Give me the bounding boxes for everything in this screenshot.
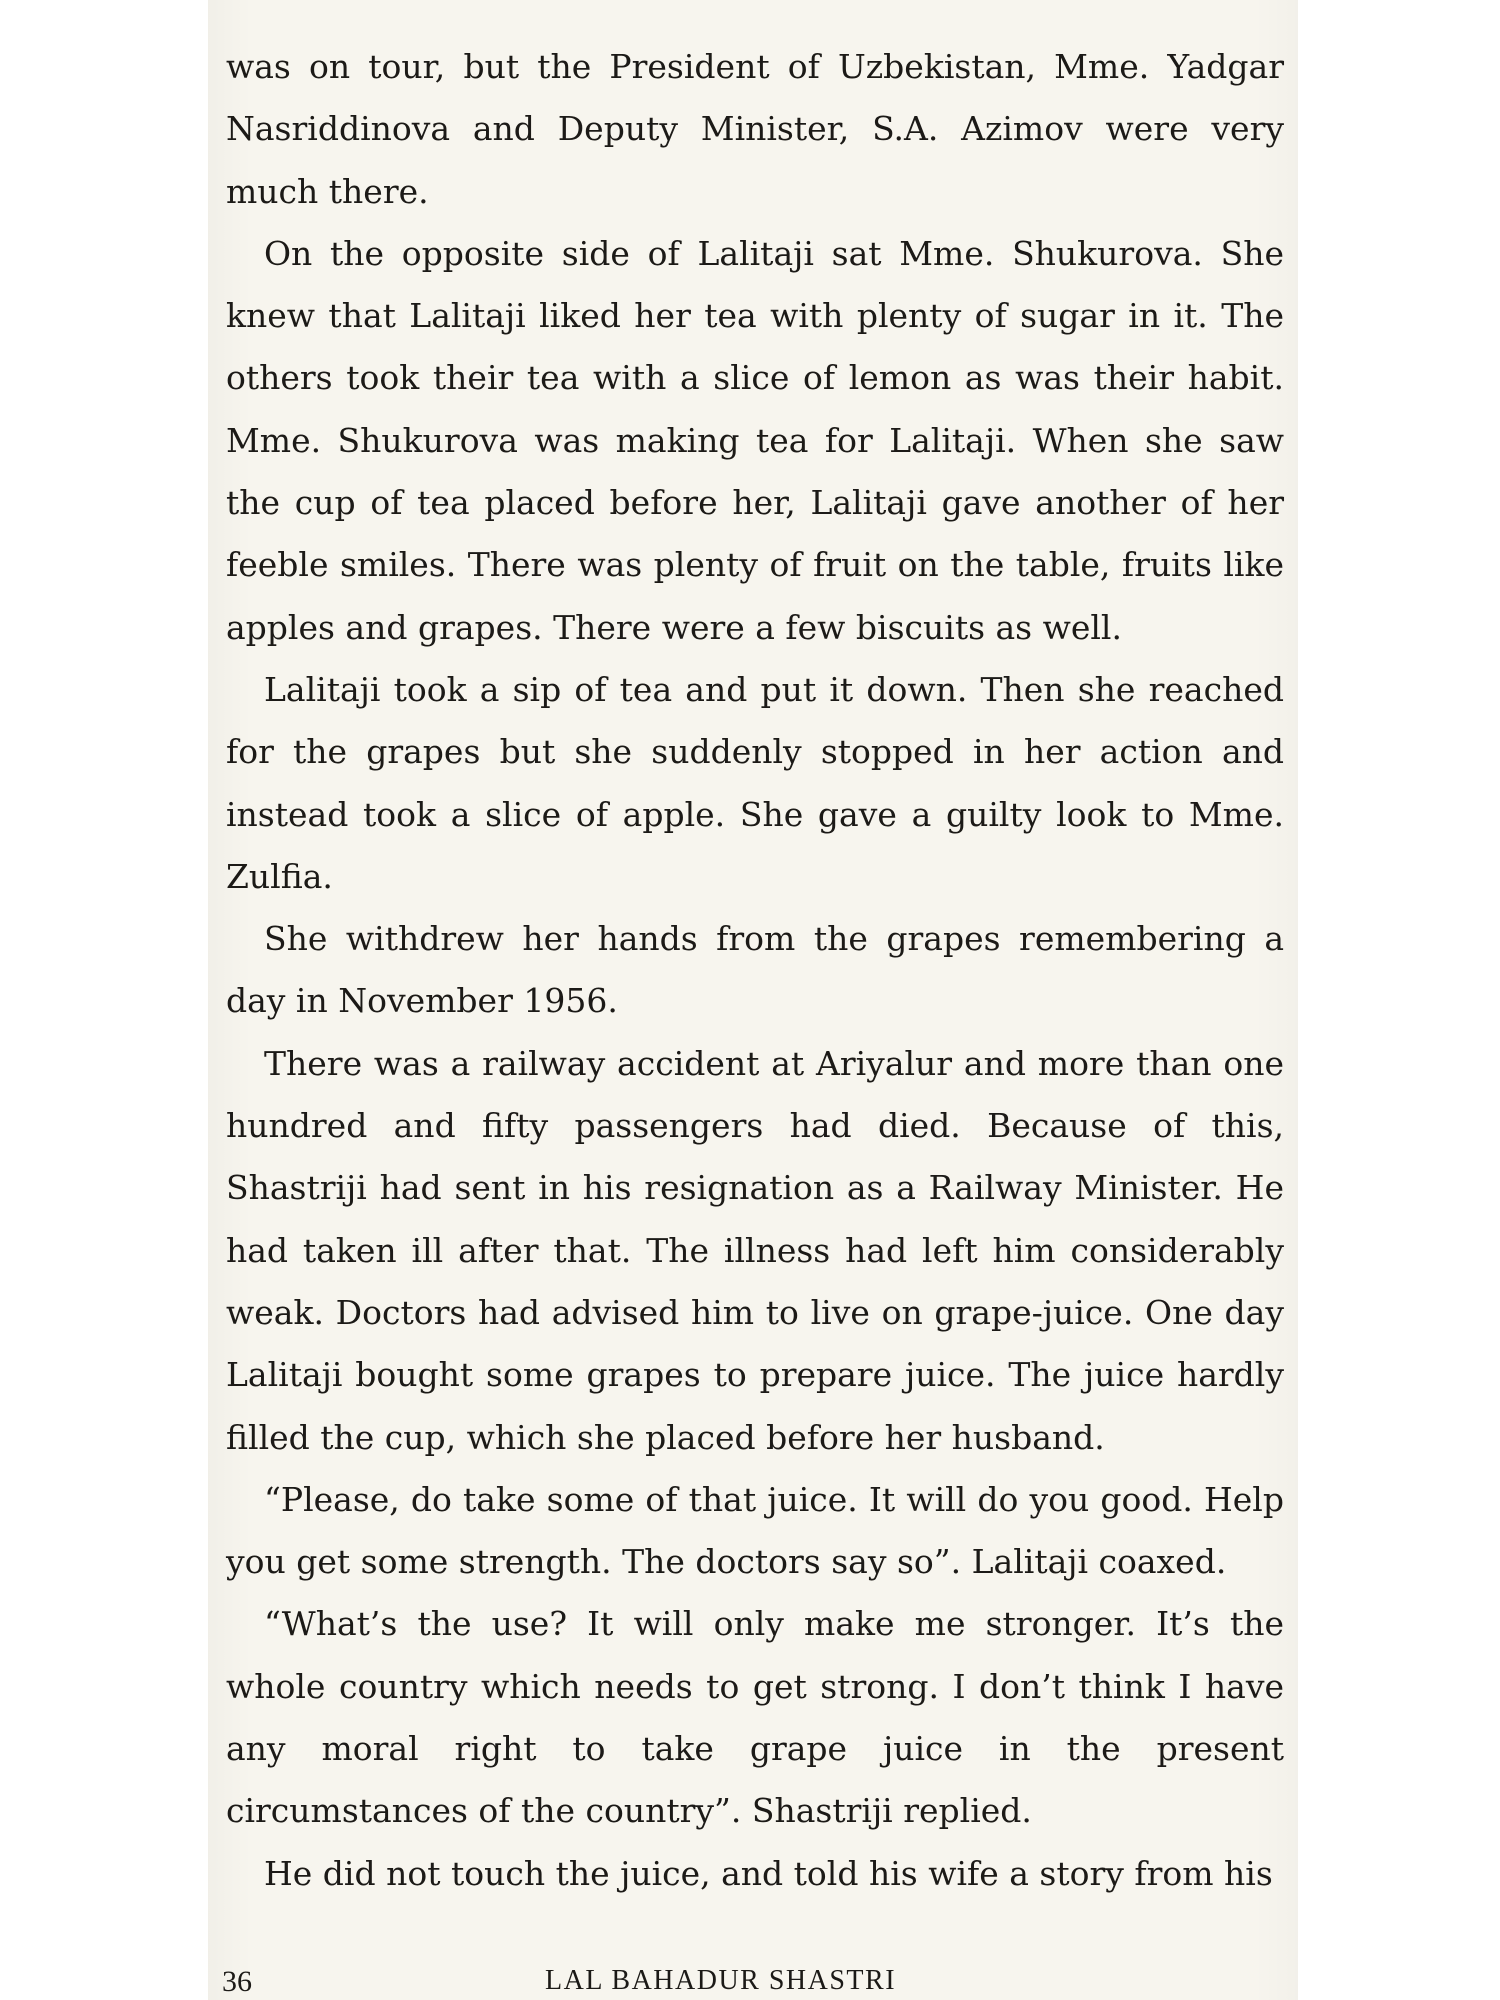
body-text bbox=[226, 36, 1284, 1905]
paragraph-sip-of-tea: Lalitaji took a sip of tea and put it down. Then she reached for the grapes but she suddenly stopped in her action and instead took a slice of apple. She gave a guilty look to Mme. Zulfia. bbox=[226, 669, 1284, 896]
paragraph-lalitaji-coaxed: “Please, do take some of that juice. It will do you good. Help you get some strength. The doctors say so”. Lalitaji coaxed. bbox=[226, 1479, 1284, 1582]
running-title: LAL BAHADUR SHASTRI bbox=[545, 1965, 897, 1996]
paragraph-story: He did not touch the juice, and told his wife a story from his bbox=[264, 1853, 1273, 1893]
page-number: 36 bbox=[222, 1965, 252, 1998]
paragraph-continuation: was on tour, but the President of Uzbekistan, Mme. Yadgar Nasriddinova and Deputy Minister, S.A. Azimov were very much there. bbox=[226, 47, 1284, 211]
paragraph-shastriji-replied: “What’s the use? It will only make me stronger. It’s the whole country which needs to get strong. I don’t think I have any moral right to take grape juice in the present circumstances of the country”. Shastriji replied. bbox=[226, 1604, 1284, 1831]
paragraph-tea-table: On the opposite side of Lalitaji sat Mme. Shukurova. She knew that Lalitaji liked her tea with plenty of sugar in it. The others took their tea with a slice of lemon as was their habit. Mme. Shukurova was making tea for Lalitaji. When she saw the cup of tea placed before her, Lalitaji gave another of her feeble smiles. There was plenty of fruit on the table, fruits like apples and grapes. There were a few biscuits as well. bbox=[226, 233, 1284, 647]
paragraph-railway-accident: There was a railway accident at Ariyalur and more than one hundred and fifty passengers had died. Because of this, Shastriji had sent in his resignation as a Railway Minister. He had taken ill after that. The illness had left him considerably weak. Doctors had advised him to live on grape-juice. One day Lalitaji bought some grapes to prepare juice. The juice hardly filled the cup, which she placed before her husband. bbox=[226, 1043, 1284, 1457]
paragraph-withdrew-hands: She withdrew her hands from the grapes remembering a day in November 1956. bbox=[226, 919, 1284, 1021]
